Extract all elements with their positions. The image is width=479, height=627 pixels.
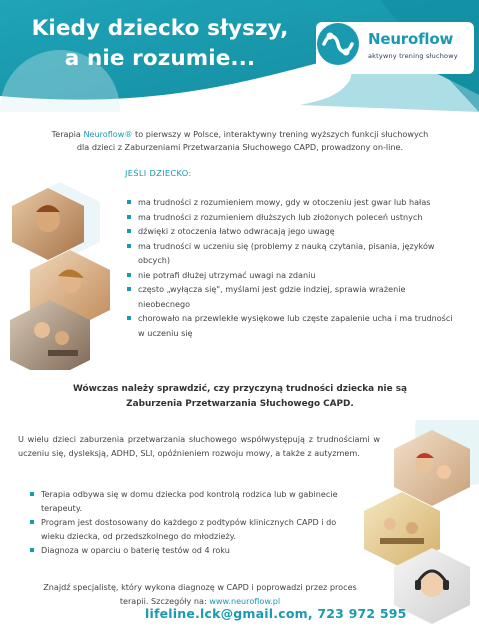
square-bullet-icon xyxy=(127,215,131,219)
square-bullet-icon xyxy=(127,316,131,320)
square-bullet-icon xyxy=(30,492,34,496)
headline xyxy=(10,14,310,74)
conditions-title: JEŚLI DZIECKO: xyxy=(125,168,192,178)
intro-line-2: dla dzieci z Zaburzeniami Przetwarzania Słuchowego CAPD, prowadzony on-line. xyxy=(76,142,404,152)
header-banner xyxy=(0,0,479,112)
intro-text xyxy=(20,128,460,154)
list-item: ma trudności z rozumieniem dłuższych lub złożonych poleceń ustnych xyxy=(125,210,460,225)
square-bullet-icon xyxy=(30,520,34,524)
square-bullet-icon xyxy=(127,287,131,291)
square-bullet-icon xyxy=(127,244,131,248)
intro-prefix: Terapia xyxy=(51,129,84,139)
square-bullet-icon xyxy=(127,229,131,233)
comorbidity-paragraph: U wielu dzieci zaburzenia przetwarzania słuchowego współwystępują z trudnościami w uczeniu się, dysleksją, ADHD, SLI, opóźnieniem rozwoju mowy, a także z autyzmem. xyxy=(18,434,380,458)
square-bullet-icon xyxy=(30,548,34,552)
neuroflow-logo xyxy=(316,22,474,74)
logo-tagline: aktywny trening słuchowy xyxy=(368,52,458,60)
classroom-photo xyxy=(384,518,396,530)
list-item: Terapia odbywa się w domu dziecka pod kontrolą rodzica lub w gabinecie terapeuty. xyxy=(28,487,353,515)
headline-line-2: a nie rozumie... xyxy=(64,46,256,71)
hexagon-photo-collage-left xyxy=(0,180,120,370)
footer-line-1: Znajdź specjalistę, który wykona diagnozę w CAPD i poprowadzi przez proces xyxy=(43,582,357,592)
list-item: dźwięki z otoczenia łatwo odwracają jego uwagę xyxy=(125,224,460,239)
list-item: często „wyłącza się", myślami jest gdzie indziej, sprawia wrażenie nieobecnego xyxy=(125,282,460,311)
list-item: chorowało na przewlekłe wysiękowe lub częste zapalenie ucha i ma trudności w uczeniu się xyxy=(125,311,460,340)
intro-brand: Neuroflow® xyxy=(83,129,133,139)
footer-text xyxy=(10,580,390,608)
conditions-list xyxy=(125,195,460,340)
website-link[interactable]: www.neuroflow.pl xyxy=(209,596,281,606)
headline-line-1: Kiedy dziecko słyszy, xyxy=(31,16,289,41)
conclusion-text xyxy=(30,382,450,412)
parent-child-photo xyxy=(34,322,50,338)
neuroflow-swirl-icon xyxy=(316,22,360,66)
logo-name: Neuroflow xyxy=(368,30,454,48)
list-item: Program jest dostosowany do każdego z podtypów klinicznych CAPD i do wieku dziecka, od przedszkolnego do młodzieży. xyxy=(28,515,353,543)
square-bullet-icon xyxy=(127,200,131,204)
intro-rest: to pierwszy w Polsce, interaktywny trening wyższych funkcji słuchowych xyxy=(132,129,429,139)
features-list xyxy=(28,487,353,557)
list-item: Diagnoza w oparciu o baterię testów od 4 roku xyxy=(28,543,353,557)
contact-info[interactable]: lifeline.lck@gmail.com, 723 972 595 xyxy=(145,606,407,621)
square-bullet-icon xyxy=(127,273,131,277)
list-item: ma trudności w uczeniu się (problemy z nauką czytania, pisania, języków obcych) xyxy=(125,239,460,268)
conclusion-line-1: Wówczas należy sprawdzić, czy przyczyną trudności dziecka nie są xyxy=(73,384,407,394)
list-item: ma trudności z rozumieniem mowy, gdy w otoczeniu jest gwar lub hałas xyxy=(125,195,460,210)
footer-line-2-prefix: terapii. Szczegóły na: xyxy=(119,596,210,606)
conclusion-line-2: Zaburzenia Przetwarzania Słuchowego CAPD. xyxy=(126,399,354,409)
list-item: nie potrafi dłużej utrzymać uwagi na zdaniu xyxy=(125,268,460,283)
